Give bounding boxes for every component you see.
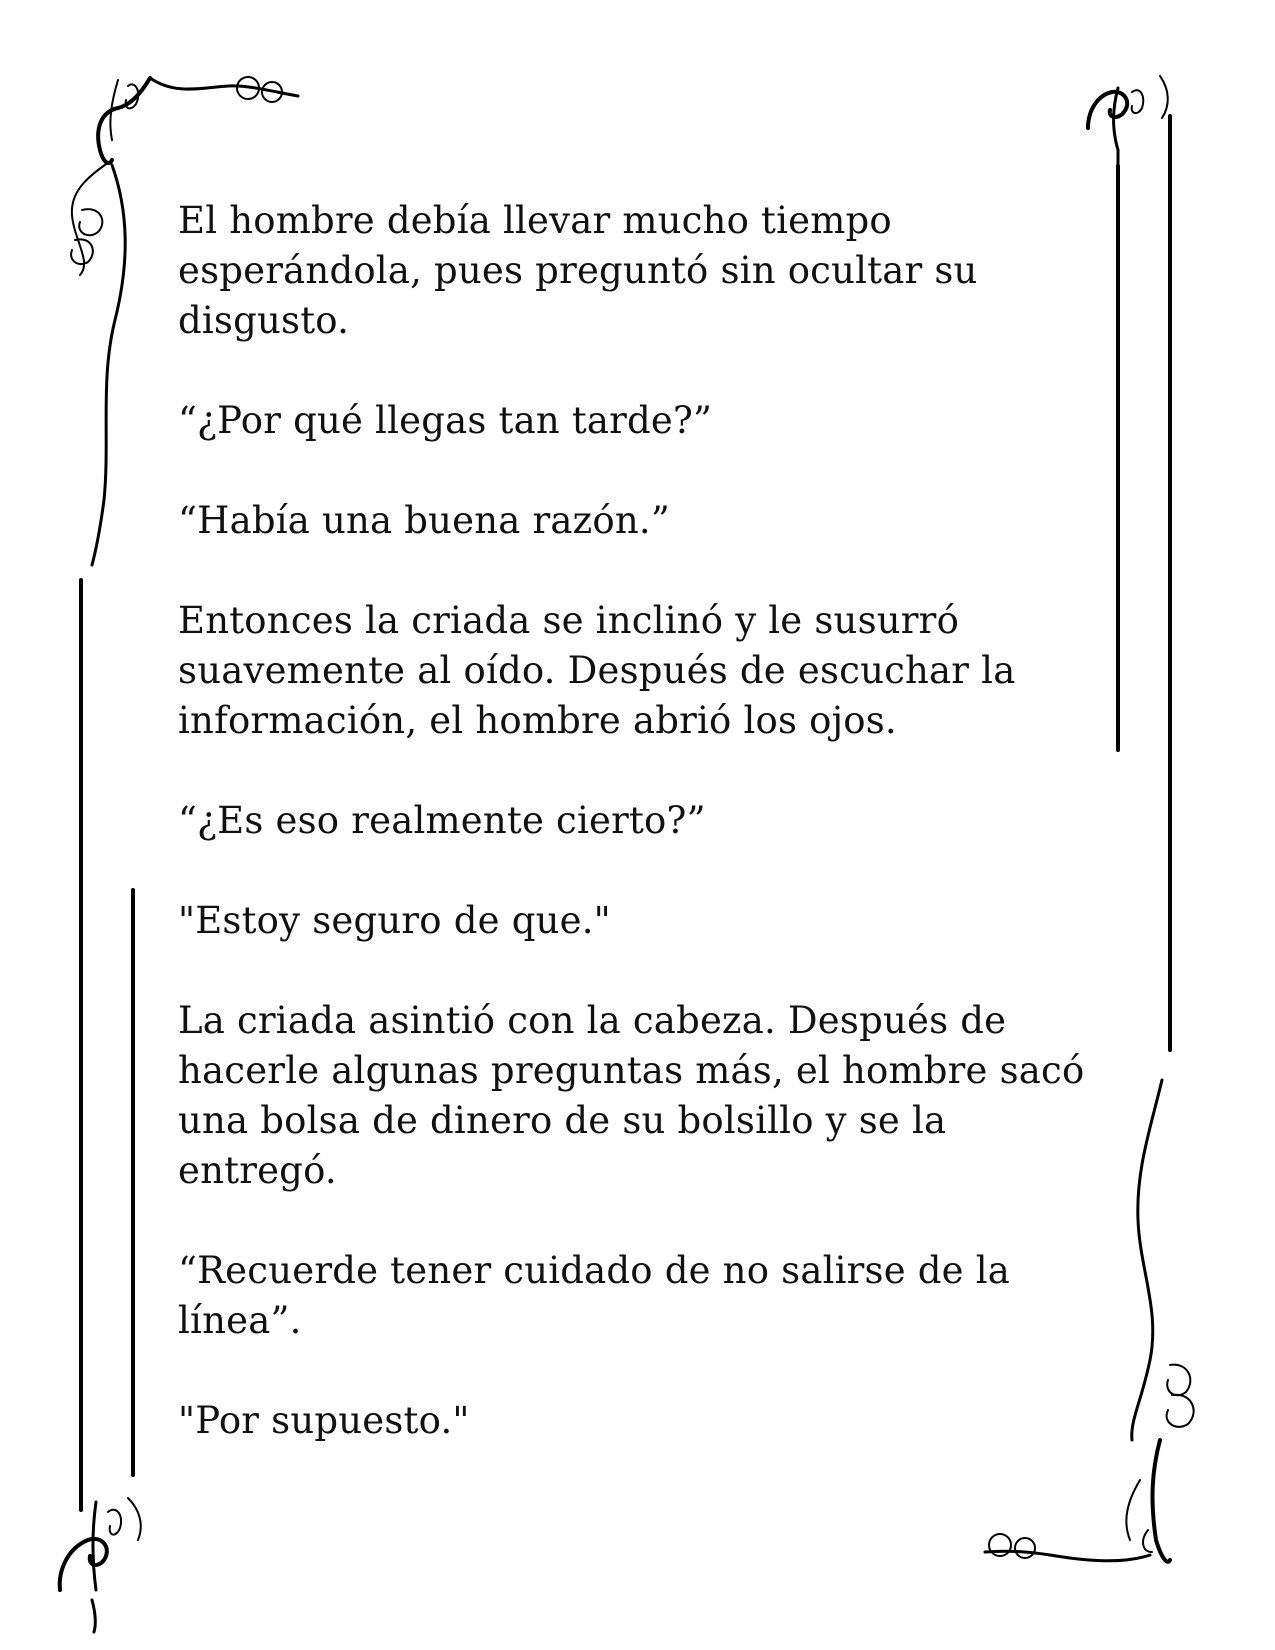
paragraph-narration-2: Entonces la criada se inclinó y le susurró suavemente al oído. Después de escuchar la información, el hombre abrió los ojos. [178,599,1016,742]
paragraph-dialogue-5: “Recuerde tener cuidado de no salirse de la línea”. [178,1249,1011,1342]
story-text [178,196,1108,1446]
flourish-bottom-left [60,1498,141,1632]
paragraph-dialogue-6: "Por supuesto." [178,1399,470,1442]
flourish-top-right [1088,76,1168,166]
paragraph-narration-3: La criada asintió con la cabeza. Después de hacerle algunas preguntas más, el hombre sacó una bolsa de dinero de su bolsillo y se la entregó. [178,999,1085,1192]
paragraph-dialogue-4: "Estoy seguro de que." [178,899,611,942]
paragraph-dialogue-1: “¿Por qué llegas tan tarde?” [178,399,713,442]
paragraph-dialogue-3: “¿Es eso realmente cierto?” [178,799,706,842]
paragraph-narration-1: El hombre debía llevar mucho tiempo esperándola, pues preguntó sin ocultar su disgusto. [178,199,978,342]
paragraph-dialogue-2: “Había una buena razón.” [178,499,670,542]
